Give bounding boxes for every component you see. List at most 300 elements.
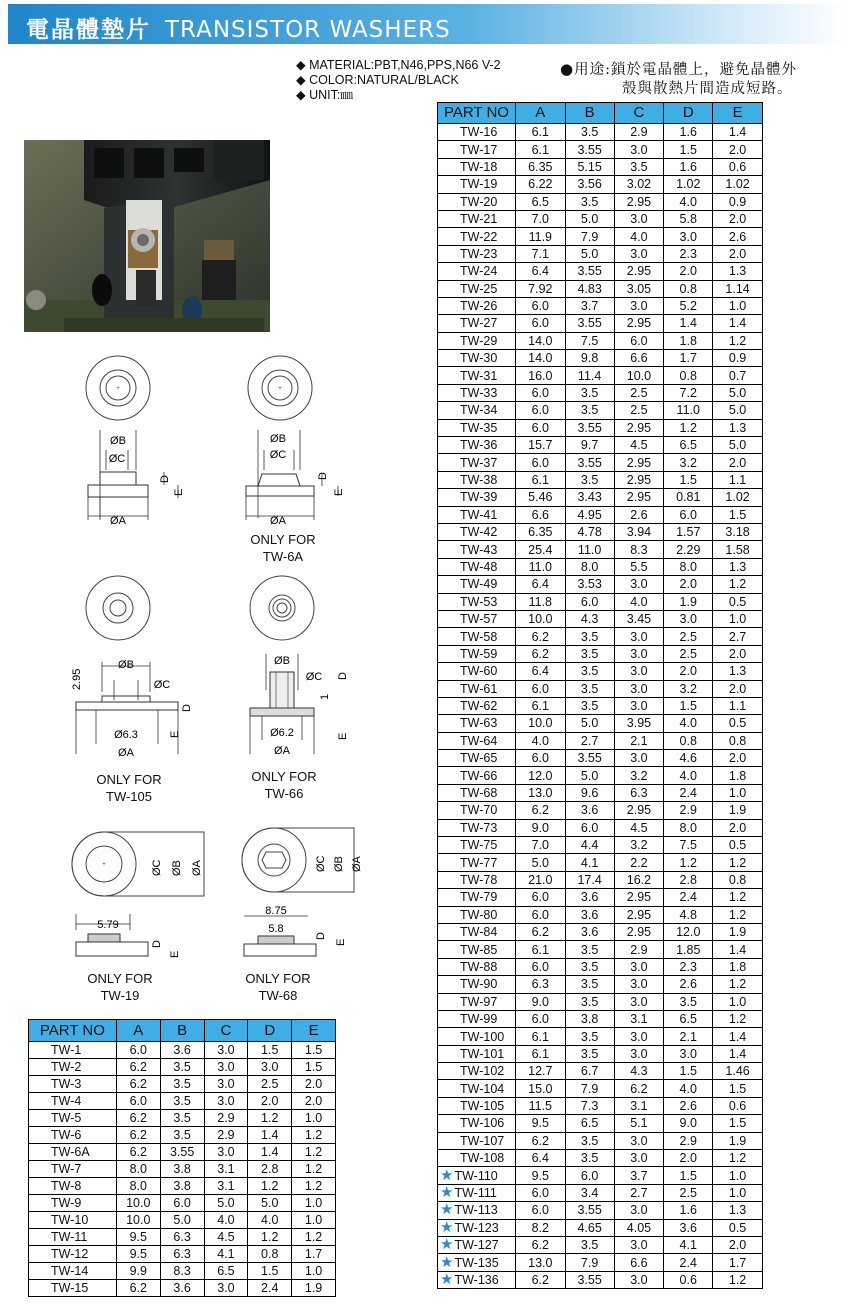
dimension-cell: 1.0 <box>713 297 763 314</box>
dimension-cell: 3.6 <box>565 923 614 940</box>
dimension-cell: 3.6 <box>160 1042 204 1059</box>
dimension-cell: 3.0 <box>614 1237 664 1254</box>
table-row <box>438 645 763 662</box>
dimension-cell: 5.0 <box>565 210 614 227</box>
dimension-cell: 1.2 <box>292 1161 336 1178</box>
dimension-cell: 3.5 <box>565 1045 614 1062</box>
table-row <box>438 819 763 836</box>
dimension-cell: 10.0 <box>614 367 664 384</box>
dimension-cell: 1.2 <box>713 1271 763 1288</box>
dimension-cell: 9.0 <box>515 819 565 836</box>
dimension-cell: 4.65 <box>565 1219 614 1236</box>
dimension-cell: 9.6 <box>565 784 614 801</box>
table-row <box>29 1195 336 1212</box>
table-row <box>29 1110 336 1127</box>
part-number-cell: TW-85 <box>438 941 516 958</box>
dimension-cell: 1.5 <box>713 1115 763 1132</box>
dimension-cell: 1.3 <box>713 663 763 680</box>
dimension-cell: 3.5 <box>565 124 614 141</box>
part-number-cell: TW-102 <box>438 1063 516 1080</box>
label-oa: ØA <box>118 747 134 759</box>
dimension-cell: 3.0 <box>614 680 664 697</box>
part-number-cell: TW-61 <box>438 680 516 697</box>
dimension-cell: 6.5 <box>204 1263 248 1280</box>
dimension-cell: 1.4 <box>664 315 713 332</box>
dimension-cell: 1.0 <box>292 1263 336 1280</box>
dimension-cell: 7.9 <box>565 228 614 245</box>
dimension-cell: 6.0 <box>515 750 565 767</box>
dimension-cell: 3.5 <box>565 1028 614 1045</box>
washer-top-view-tw105 <box>80 570 170 650</box>
dimension-cell: 8.0 <box>116 1178 160 1195</box>
dimension-cell: 5.8 <box>664 210 713 227</box>
dimension-cell: 9.5 <box>515 1115 565 1132</box>
label-ob: ØB <box>274 655 290 667</box>
table-row <box>438 489 763 506</box>
dimension-cell: 2.0 <box>713 245 763 262</box>
dimension-cell: 1.0 <box>292 1212 336 1229</box>
dimension-cell: 2.0 <box>664 263 713 280</box>
table-row <box>438 1115 763 1132</box>
dimension-cell: 6.5 <box>664 437 713 454</box>
washer-side-view-tw68 <box>236 900 366 964</box>
dimension-cell: 12.0 <box>515 767 565 784</box>
dimension-cell: 1.85 <box>664 941 713 958</box>
part-number-cell: TW-106 <box>438 1115 516 1132</box>
dimension-cell: 9.5 <box>116 1246 160 1263</box>
washer-top-view-tw66 <box>238 570 328 650</box>
dimension-cell: 2.95 <box>614 193 664 210</box>
star-icon: ★ <box>440 1236 454 1254</box>
dimension-cell: 1.5 <box>292 1059 336 1076</box>
label-oa: ØA <box>110 515 126 527</box>
dimension-cell: 2.95 <box>614 906 664 923</box>
label-oc: ØC <box>108 453 126 465</box>
dimension-cell: 0.5 <box>713 1219 763 1236</box>
part-number-cell: TW-43 <box>438 541 516 558</box>
dimension-cell: 1.0 <box>713 610 763 627</box>
dimension-cell: 6.2 <box>515 1271 565 1288</box>
part-number-cell: TW-79 <box>438 889 516 906</box>
dimension-cell: 4.5 <box>614 819 664 836</box>
dimension-cell: 1.4 <box>713 1045 763 1062</box>
dimension-cell: 14.0 <box>515 350 565 367</box>
header-d: D <box>248 1020 292 1042</box>
dimension-cell: 12.0 <box>664 923 713 940</box>
dimension-cell: 2.95 <box>614 263 664 280</box>
dimension-cell: 1.02 <box>664 176 713 193</box>
dimension-cell: 1.0 <box>292 1110 336 1127</box>
header-part-no: PART NO <box>29 1020 117 1042</box>
dimension-cell: 2.0 <box>713 210 763 227</box>
dimension-cell: 2.7 <box>565 732 614 749</box>
dimension-cell: 6.2 <box>116 1059 160 1076</box>
dimension-cell: 1.6 <box>664 158 713 175</box>
dimension-cell: 2.9 <box>664 802 713 819</box>
star-icon: ★ <box>440 1271 454 1288</box>
dimension-cell: 2.7 <box>614 1184 664 1201</box>
table-row <box>438 1202 763 1219</box>
dimension-cell: 8.2 <box>515 1219 565 1236</box>
dimension-cell: 3.0 <box>204 1093 248 1110</box>
dimension-cell: 1.0 <box>713 993 763 1010</box>
dimension-cell: 6.6 <box>614 350 664 367</box>
dimension-cell: 6.4 <box>515 576 565 593</box>
dimension-cell: 1.2 <box>713 1010 763 1027</box>
dimension-cell: 2.0 <box>713 454 763 471</box>
table-row <box>438 124 763 141</box>
table-row <box>438 767 763 784</box>
part-number-cell: TW-14 <box>29 1263 117 1280</box>
dimension-cell: 3.5 <box>565 471 614 488</box>
dimension-cell: 9.9 <box>116 1263 160 1280</box>
dimension-cell: 6.2 <box>116 1076 160 1093</box>
dimension-cell: 2.8 <box>248 1161 292 1178</box>
washer-top-view-tw6a <box>238 350 328 430</box>
dimension-cell: 6.0 <box>515 315 565 332</box>
dimension-cell: 1.0 <box>713 1184 763 1201</box>
table-row <box>438 1097 763 1114</box>
table-row <box>438 1010 763 1027</box>
dimension-cell: 5.0 <box>565 245 614 262</box>
dimension-cell: 1.8 <box>664 332 713 349</box>
dimension-cell: 3.0 <box>614 141 664 158</box>
dimension-cell: 3.5 <box>565 958 614 975</box>
table-row <box>29 1144 336 1161</box>
dimension-cell: 2.9 <box>204 1127 248 1144</box>
dimension-cell: 4.0 <box>664 193 713 210</box>
part-number-cell: TW-88 <box>438 958 516 975</box>
dimension-cell: 2.1 <box>664 1028 713 1045</box>
dimension-cell: 16.0 <box>515 367 565 384</box>
dim-8-75: 8.75 <box>265 905 287 917</box>
dimension-cell: 3.55 <box>565 419 614 436</box>
table-row <box>29 1076 336 1093</box>
dimension-cell: 2.0 <box>664 1150 713 1167</box>
table-row <box>438 471 763 488</box>
dimension-cell: 6.2 <box>614 1080 664 1097</box>
washer-top-view-tw19 <box>64 826 214 902</box>
table-row <box>438 367 763 384</box>
dimension-cell: 3.0 <box>204 1144 248 1161</box>
dimension-cell: 2.0 <box>713 819 763 836</box>
table-row <box>29 1161 336 1178</box>
dimension-cell: 4.95 <box>565 506 614 523</box>
dimension-cell: 3.5 <box>565 663 614 680</box>
dimension-cell: 6.4 <box>515 1150 565 1167</box>
dimension-cell: 6.3 <box>614 784 664 801</box>
dimension-cell: 5.0 <box>713 402 763 419</box>
part-number-cell: TW-38 <box>438 471 516 488</box>
part-number-cell: TW-12 <box>29 1246 117 1263</box>
part-number-cell: TW-33 <box>438 384 516 401</box>
header-b: B <box>160 1020 204 1042</box>
dimension-cell: 2.9 <box>614 941 664 958</box>
dimension-cell: 6.0 <box>515 419 565 436</box>
dimension-cell: 1.4 <box>248 1144 292 1161</box>
dimension-cell: 1.3 <box>713 419 763 436</box>
dimension-cell: 6.1 <box>515 941 565 958</box>
dimension-cell: 0.5 <box>713 593 763 610</box>
table-row <box>438 663 763 680</box>
dimension-cell: 2.0 <box>664 576 713 593</box>
part-number-cell: TW-80 <box>438 906 516 923</box>
table-row <box>29 1212 336 1229</box>
dimension-cell: 4.0 <box>664 1080 713 1097</box>
table-row <box>438 993 763 1010</box>
dim-2-95: 2.95 <box>71 668 83 690</box>
dimension-cell: 6.2 <box>515 1132 565 1149</box>
dimension-cell: 6.1 <box>515 1045 565 1062</box>
purpose-line-1: 用途:鎖於電晶體上，避免晶體外 <box>574 62 797 78</box>
dimension-cell: 3.2 <box>614 767 664 784</box>
dimension-cell: 3.0 <box>204 1076 248 1093</box>
table-row <box>438 1150 763 1167</box>
label-e: E <box>169 950 181 958</box>
dimension-cell: 1.6 <box>664 1202 713 1219</box>
dimension-cell: 6.7 <box>565 1063 614 1080</box>
dimension-cell: 3.5 <box>160 1127 204 1144</box>
label-oc: ØC <box>153 679 171 691</box>
caption-tw19: ONLY FOR TW-19 <box>87 971 153 1003</box>
dimension-cell: 2.5 <box>614 402 664 419</box>
parts-table-small <box>28 1019 336 1297</box>
dimension-cell: 9.0 <box>664 1115 713 1132</box>
dimension-cell: 3.6 <box>565 802 614 819</box>
part-number-cell: TW-6A <box>29 1144 117 1161</box>
table-row <box>438 332 763 349</box>
table-row <box>438 263 763 280</box>
table-header-row <box>29 1020 336 1042</box>
table-row <box>438 402 763 419</box>
label-oa: ØA <box>270 515 286 527</box>
dim-5-79: 5.79 <box>97 919 119 931</box>
dimension-cell: 3.0 <box>614 1271 664 1288</box>
table-row <box>438 837 763 854</box>
dimension-cell: 11.0 <box>515 558 565 575</box>
part-number-cell: TW-27 <box>438 315 516 332</box>
dimension-cell: 1.2 <box>664 854 713 871</box>
washer-side-view-tw66 <box>236 650 366 762</box>
dimension-cell: 2.0 <box>713 680 763 697</box>
dimension-cell: 1.2 <box>713 576 763 593</box>
dimension-cell: 3.0 <box>664 1045 713 1062</box>
caption-tw6a: ONLY FOR TW-6A <box>250 532 316 564</box>
dimension-cell: 3.5 <box>565 697 614 714</box>
dimension-cell: 3.0 <box>614 1132 664 1149</box>
dimension-cell: 2.7 <box>713 628 763 645</box>
part-number-cell: TW-11 <box>29 1229 117 1246</box>
table-row <box>438 1063 763 1080</box>
part-number-cell: TW-25 <box>438 280 516 297</box>
dimension-cell: 3.5 <box>565 976 614 993</box>
dimension-cell: 1.02 <box>713 489 763 506</box>
dimension-cell: 6.3 <box>160 1246 204 1263</box>
dimension-cell: 1.9 <box>713 923 763 940</box>
dimension-cell: 3.0 <box>614 663 664 680</box>
part-number-cell: TW-3 <box>29 1076 117 1093</box>
dimension-cell: 6.0 <box>515 402 565 419</box>
part-number-cell: TW-62 <box>438 697 516 714</box>
dimension-cell: 1.4 <box>713 315 763 332</box>
washer-side-view-tw19 <box>70 910 200 962</box>
dimension-cell: 2.0 <box>292 1076 336 1093</box>
dimension-cell: 5.0 <box>713 437 763 454</box>
dimension-cell: 3.7 <box>565 297 614 314</box>
table-row <box>438 1271 763 1288</box>
dimension-cell: 15.0 <box>515 1080 565 1097</box>
dimension-cell: 9.5 <box>116 1229 160 1246</box>
dimension-cell: 8.0 <box>565 558 614 575</box>
table-row <box>29 1127 336 1144</box>
dimension-cell: 3.0 <box>614 1202 664 1219</box>
dimension-cell: 1.3 <box>713 263 763 280</box>
dimension-cell: 4.4 <box>565 837 614 854</box>
label-ob: ØB <box>333 856 345 872</box>
dimension-cell: 3.5 <box>565 680 614 697</box>
dimension-cell: 1.2 <box>292 1178 336 1195</box>
table-row <box>438 228 763 245</box>
part-number-cell: TW-48 <box>438 558 516 575</box>
dimension-cell: 2.4 <box>248 1280 292 1297</box>
dim-1: 1 <box>319 693 331 700</box>
dimension-cell: 3.2 <box>664 454 713 471</box>
part-number-cell: TW-20 <box>438 193 516 210</box>
svg-text:+: + <box>102 862 106 868</box>
dimension-cell: 4.1 <box>565 854 614 871</box>
washer-side-view-tw6a <box>238 428 358 528</box>
part-number-cell: TW-24 <box>438 263 516 280</box>
dimension-cell: 3.0 <box>614 297 664 314</box>
dimension-cell: 3.18 <box>713 523 763 540</box>
dimension-cell: 14.0 <box>515 332 565 349</box>
dimension-cell: 6.3 <box>160 1229 204 1246</box>
dimension-cell: 3.5 <box>160 1093 204 1110</box>
part-number-cell: ★TW-113 <box>438 1202 516 1219</box>
dimension-cell: 1.14 <box>713 280 763 297</box>
table-row <box>438 350 763 367</box>
title-english: TRANSISTOR WASHERS <box>165 17 451 43</box>
dimension-cell: 2.6 <box>713 228 763 245</box>
part-number-cell: ★TW-110 <box>438 1167 516 1184</box>
dimension-cell: 0.5 <box>713 837 763 854</box>
dimension-cell: 12.7 <box>515 1063 565 1080</box>
dimension-cell: 5.1 <box>614 1115 664 1132</box>
table-row <box>438 784 763 801</box>
dimension-cell: 4.78 <box>565 523 614 540</box>
dimension-cell: 3.55 <box>565 263 614 280</box>
dimension-cell: 13.0 <box>515 1254 565 1271</box>
dimension-cell: 3.55 <box>565 315 614 332</box>
dimension-cell: 6.0 <box>614 332 664 349</box>
dimension-cell: 1.2 <box>248 1229 292 1246</box>
label-d: D <box>337 672 349 680</box>
dimension-cell: 1.2 <box>664 419 713 436</box>
dimension-cell: 2.0 <box>713 645 763 662</box>
table-row <box>438 558 763 575</box>
dimension-cell: 3.0 <box>204 1059 248 1076</box>
washer-side-view-tw105 <box>66 652 206 762</box>
label-e: E <box>169 730 181 738</box>
header-e: E <box>292 1020 336 1042</box>
dimension-cell: 7.92 <box>515 280 565 297</box>
table-row <box>29 1280 336 1297</box>
dimension-cell: 6.2 <box>515 1237 565 1254</box>
dimension-cell: 0.8 <box>713 732 763 749</box>
dimension-cell: 10.0 <box>116 1212 160 1229</box>
dimension-cell: 3.55 <box>565 750 614 767</box>
dimension-cell: 6.2 <box>116 1110 160 1127</box>
dimension-cell: 1.5 <box>713 506 763 523</box>
spec-unit: ◆ UNIT:㎜ <box>296 88 353 102</box>
dimension-cell: 11.9 <box>515 228 565 245</box>
dimension-cell: 3.0 <box>614 697 664 714</box>
part-number-cell: TW-90 <box>438 976 516 993</box>
dimension-cell: 6.0 <box>515 958 565 975</box>
dimension-cell: 4.1 <box>204 1246 248 1263</box>
dimension-cell: 6.2 <box>515 645 565 662</box>
part-number-cell: TW-7 <box>29 1161 117 1178</box>
table-row <box>438 628 763 645</box>
table-row <box>29 1246 336 1263</box>
part-number-cell: ★TW-135 <box>438 1254 516 1271</box>
dimension-cell: 1.4 <box>713 124 763 141</box>
dimension-cell: 6.0 <box>515 889 565 906</box>
dimension-cell: 1.5 <box>664 1063 713 1080</box>
part-number-cell: ★TW-127 <box>438 1237 516 1254</box>
dimension-cell: 3.0 <box>614 1045 664 1062</box>
table-row <box>438 1237 763 1254</box>
dimension-cell: 3.1 <box>614 1097 664 1114</box>
dimension-cell: 0.6 <box>713 1097 763 1114</box>
dimension-cell: 6.1 <box>515 697 565 714</box>
dimension-cell: 1.2 <box>292 1229 336 1246</box>
table-row <box>438 1028 763 1045</box>
table-row <box>438 419 763 436</box>
dimension-cell: 2.29 <box>664 541 713 558</box>
star-icon: ★ <box>440 1253 454 1271</box>
dimension-cell: 1.2 <box>713 976 763 993</box>
header-d: D <box>664 103 713 124</box>
dimension-cell: 2.5 <box>664 628 713 645</box>
washer-top-view-tw68 <box>234 822 374 898</box>
dim-5-8: 5.8 <box>268 923 284 935</box>
purpose-note <box>560 60 797 99</box>
dimension-cell: 2.5 <box>664 645 713 662</box>
table-row <box>29 1178 336 1195</box>
dimension-cell: 5.5 <box>614 558 664 575</box>
dimension-cell: 3.45 <box>614 610 664 627</box>
dimension-cell: 10.0 <box>116 1195 160 1212</box>
dimension-cell: 3.0 <box>614 1028 664 1045</box>
dimension-cell: 0.8 <box>713 871 763 888</box>
dimension-cell: 0.5 <box>713 715 763 732</box>
table-row <box>438 176 763 193</box>
dimension-cell: 11.4 <box>565 367 614 384</box>
washer-side-view-standard <box>80 428 200 528</box>
dimension-cell: 8.3 <box>160 1263 204 1280</box>
dimension-cell: 11.5 <box>515 1097 565 1114</box>
table-row <box>438 384 763 401</box>
dimension-cell: 2.95 <box>614 889 664 906</box>
dimension-cell: 1.2 <box>713 906 763 923</box>
table-row <box>438 437 763 454</box>
dimension-cell: 4.3 <box>614 1063 664 1080</box>
dimension-cell: 3.6 <box>565 889 614 906</box>
part-number-cell: TW-75 <box>438 837 516 854</box>
dimension-cell: 2.4 <box>664 1254 713 1271</box>
part-number-cell: TW-2 <box>29 1059 117 1076</box>
